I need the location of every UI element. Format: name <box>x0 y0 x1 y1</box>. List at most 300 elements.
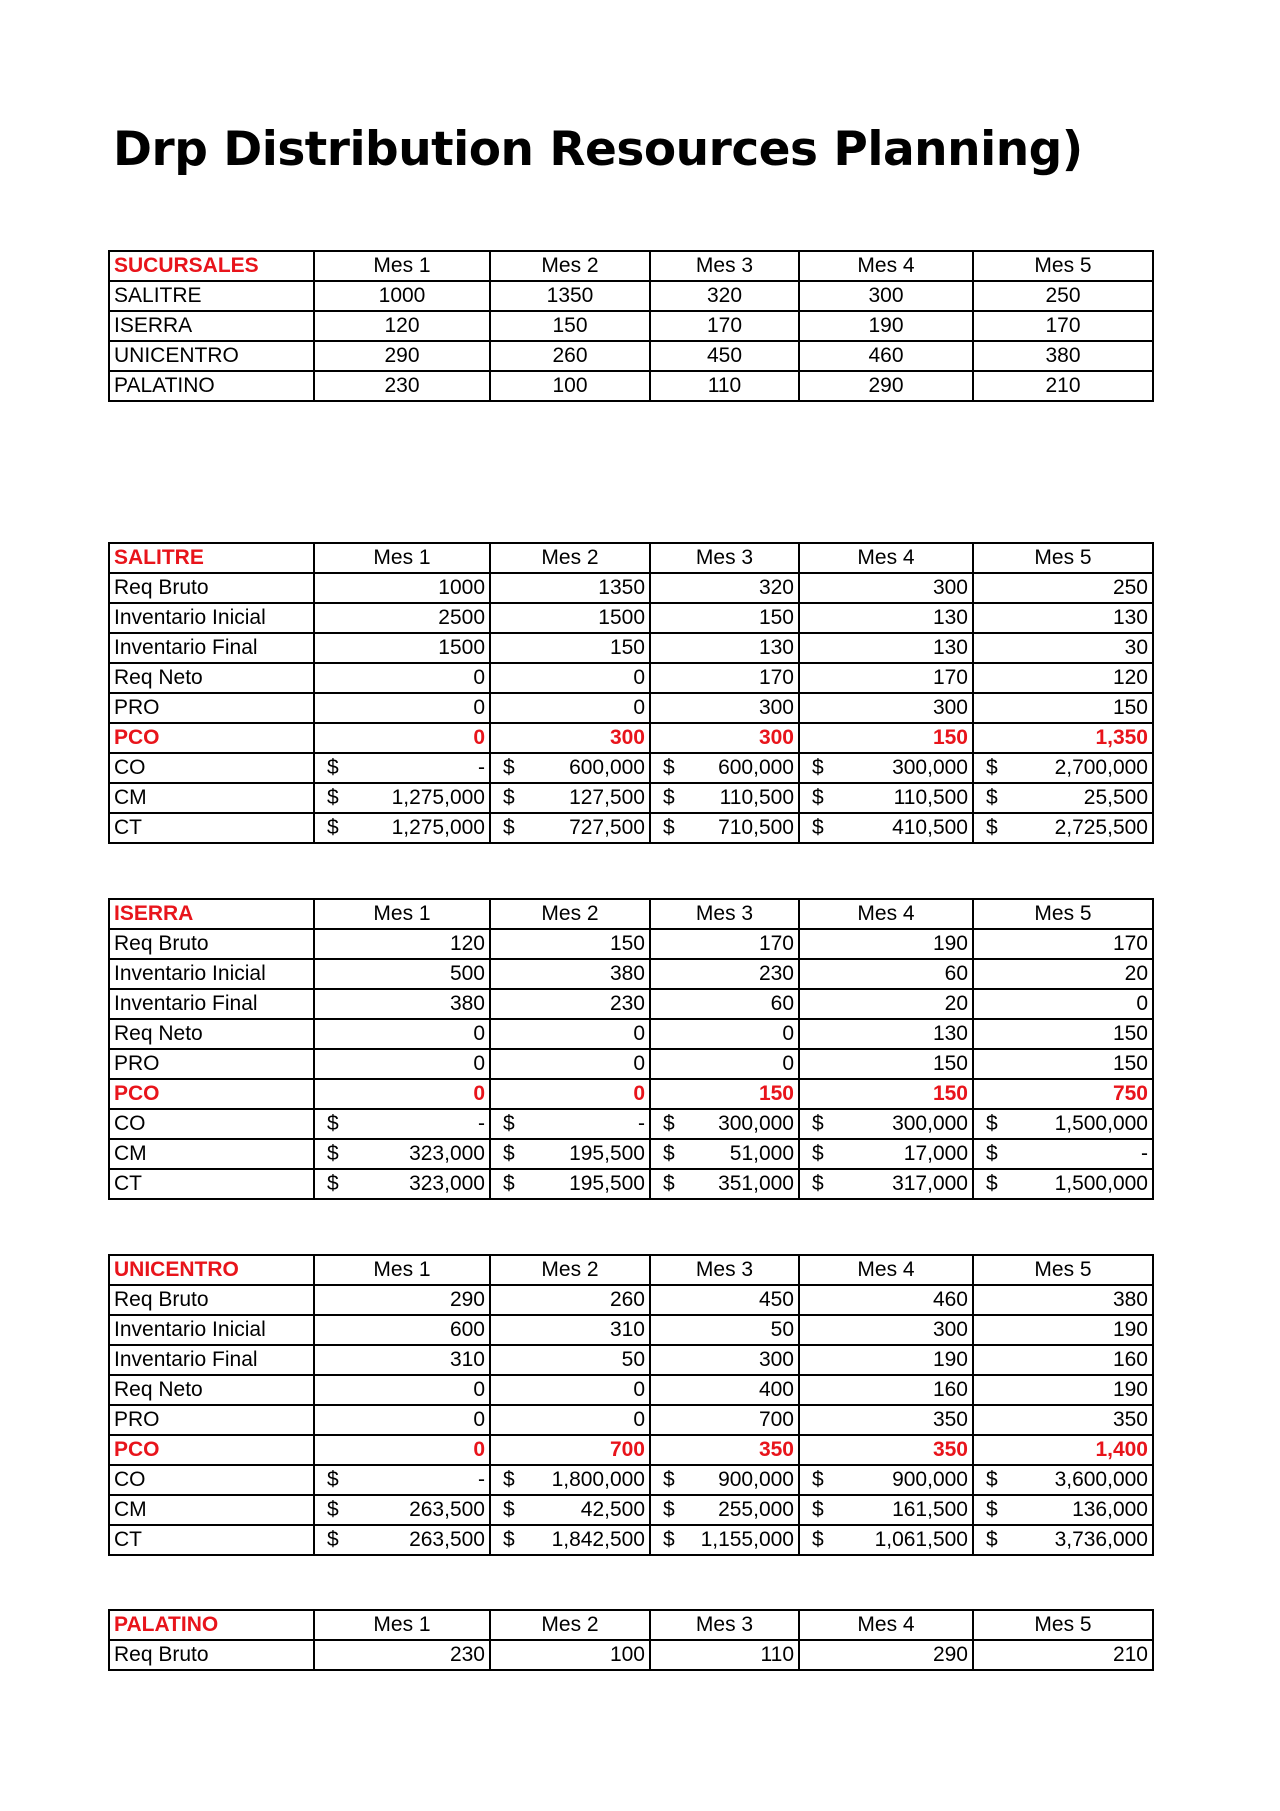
cell[interactable]: 150 <box>650 1079 799 1109</box>
cell[interactable]: 120 <box>314 311 490 341</box>
currency-symbol: $ <box>327 756 339 779</box>
currency-symbol: $ <box>503 1468 515 1491</box>
row-label[interactable]: PRO <box>109 693 314 723</box>
cell-value: 195,500 <box>569 1172 645 1195</box>
cell[interactable]: 150 <box>799 1079 973 1109</box>
cell[interactable]: 290 <box>799 1640 973 1670</box>
row-label[interactable]: PCO <box>109 723 314 753</box>
table-row <box>109 1049 1153 1079</box>
currency-symbol: $ <box>663 1172 675 1195</box>
money-cell[interactable] <box>799 1109 973 1139</box>
row-label[interactable]: SALITRE <box>109 281 314 311</box>
cell[interactable]: 150 <box>490 929 650 959</box>
cell[interactable]: 150 <box>799 1049 973 1079</box>
cell[interactable]: 0 <box>314 693 490 723</box>
cell[interactable]: 380 <box>973 341 1153 371</box>
cell-value: 300,000 <box>892 1112 968 1135</box>
cell[interactable]: 1500 <box>314 633 490 663</box>
month-header[interactable]: Mes 4 <box>799 251 973 281</box>
cell-value: 263,500 <box>409 1528 485 1551</box>
money-cell[interactable] <box>799 1465 973 1495</box>
currency-symbol: $ <box>986 1142 998 1165</box>
cell[interactable]: 190 <box>799 311 973 341</box>
row-label[interactable]: Inventario Final <box>109 989 314 1019</box>
cell[interactable]: 0 <box>490 1019 650 1049</box>
row-label[interactable]: PCO <box>109 1079 314 1109</box>
month-header[interactable]: Mes 5 <box>973 251 1153 281</box>
cell[interactable]: 50 <box>650 1315 799 1345</box>
cell[interactable]: 130 <box>799 603 973 633</box>
cell-value: 323,000 <box>409 1172 485 1195</box>
table-row <box>109 1169 1153 1199</box>
cell[interactable]: 700 <box>490 1435 650 1465</box>
currency-symbol: $ <box>503 816 515 839</box>
cell[interactable]: 290 <box>314 1285 490 1315</box>
table-row <box>109 633 1153 663</box>
currency-symbol: $ <box>986 786 998 809</box>
table-row <box>109 1405 1153 1435</box>
row-label[interactable]: CM <box>109 1139 314 1169</box>
table-row <box>109 1495 1153 1525</box>
row-label[interactable]: Inventario Final <box>109 633 314 663</box>
table-row <box>109 813 1153 843</box>
cell[interactable]: 350 <box>973 1405 1153 1435</box>
currency-symbol: $ <box>812 816 824 839</box>
currency-symbol: $ <box>986 1112 998 1135</box>
money-cell[interactable] <box>650 753 799 783</box>
cell[interactable]: 700 <box>650 1405 799 1435</box>
row-label[interactable]: Req Bruto <box>109 1285 314 1315</box>
row-label[interactable]: PRO <box>109 1405 314 1435</box>
money-cell[interactable] <box>314 753 490 783</box>
cell[interactable]: 350 <box>799 1435 973 1465</box>
month-header[interactable]: Mes 5 <box>973 543 1153 573</box>
cell-value: 351,000 <box>718 1172 794 1195</box>
money-cell[interactable] <box>799 753 973 783</box>
cell[interactable]: 290 <box>799 371 973 401</box>
cell-value: 1,842,500 <box>551 1528 645 1551</box>
cell[interactable]: 260 <box>490 341 650 371</box>
row-label[interactable]: CO <box>109 753 314 783</box>
month-header[interactable]: Mes 1 <box>314 1610 490 1640</box>
row-label[interactable]: Req Bruto <box>109 929 314 959</box>
cell[interactable]: 20 <box>799 989 973 1019</box>
cell[interactable]: 130 <box>650 633 799 663</box>
branch-name[interactable]: ISERRA <box>109 899 314 929</box>
row-label[interactable]: Inventario Inicial <box>109 959 314 989</box>
cell[interactable]: 150 <box>973 1049 1153 1079</box>
cell[interactable]: 0 <box>314 1079 490 1109</box>
month-header[interactable]: Mes 5 <box>973 1610 1153 1640</box>
money-cell[interactable] <box>490 1169 650 1199</box>
table-row <box>109 1345 1153 1375</box>
month-header[interactable]: Mes 3 <box>650 1255 799 1285</box>
money-cell[interactable] <box>490 783 650 813</box>
money-cell[interactable] <box>490 1139 650 1169</box>
table-row <box>109 1525 1153 1555</box>
row-label[interactable]: CM <box>109 1495 314 1525</box>
cell[interactable]: 0 <box>314 1049 490 1079</box>
cell[interactable]: 460 <box>799 341 973 371</box>
currency-symbol: $ <box>663 756 675 779</box>
month-header[interactable]: Mes 4 <box>799 543 973 573</box>
cell[interactable]: 0 <box>490 1375 650 1405</box>
cell-value: 1,275,000 <box>391 816 485 839</box>
money-cell[interactable] <box>650 1169 799 1199</box>
row-label[interactable]: Inventario Final <box>109 1345 314 1375</box>
cell[interactable]: 460 <box>799 1285 973 1315</box>
month-header[interactable]: Mes 1 <box>314 899 490 929</box>
cell[interactable]: 20 <box>973 959 1153 989</box>
header-row <box>109 251 1153 281</box>
row-label[interactable]: Req Neto <box>109 1375 314 1405</box>
month-header[interactable]: Mes 1 <box>314 543 490 573</box>
cell-value: 300,000 <box>892 756 968 779</box>
page-title: Drp Distribution Resources Planning) <box>113 122 1083 177</box>
table-row <box>109 1435 1153 1465</box>
cell[interactable]: 320 <box>650 573 799 603</box>
header-row <box>109 899 1153 929</box>
cell[interactable]: 380 <box>314 989 490 1019</box>
money-cell[interactable] <box>314 813 490 843</box>
cell-value: 25,500 <box>1083 786 1148 809</box>
money-cell[interactable] <box>650 1525 799 1555</box>
row-label[interactable]: Req Neto <box>109 663 314 693</box>
cell[interactable]: 300 <box>650 723 799 753</box>
cell[interactable]: 300 <box>799 573 973 603</box>
table-row <box>109 753 1153 783</box>
cell-value: 2,700,000 <box>1054 756 1148 779</box>
money-cell[interactable] <box>799 1169 973 1199</box>
money-cell[interactable] <box>799 813 973 843</box>
cell-value: 136,000 <box>1072 1498 1148 1521</box>
cell[interactable]: 230 <box>314 1640 490 1670</box>
cell[interactable]: 150 <box>799 723 973 753</box>
cell[interactable]: 1000 <box>314 573 490 603</box>
money-cell[interactable] <box>799 1525 973 1555</box>
cell[interactable]: 300 <box>650 1345 799 1375</box>
currency-symbol: $ <box>503 1112 515 1135</box>
cell-value: 42,500 <box>580 1498 645 1521</box>
cell[interactable]: 0 <box>490 1405 650 1435</box>
month-header[interactable]: Mes 3 <box>650 1610 799 1640</box>
cell[interactable]: 230 <box>490 989 650 1019</box>
currency-symbol: $ <box>812 1172 824 1195</box>
cell-value: 600,000 <box>569 756 645 779</box>
cell[interactable]: 210 <box>973 1640 1153 1670</box>
month-header[interactable]: Mes 2 <box>490 251 650 281</box>
branch-name[interactable]: UNICENTRO <box>109 1255 314 1285</box>
money-cell[interactable] <box>973 1495 1153 1525</box>
row-label[interactable]: Inventario Inicial <box>109 1315 314 1345</box>
sucursales-table <box>108 250 1154 402</box>
cell[interactable]: 170 <box>799 663 973 693</box>
cell[interactable]: 1500 <box>490 603 650 633</box>
money-cell[interactable] <box>799 1495 973 1525</box>
cell[interactable]: 1350 <box>490 573 650 603</box>
money-cell[interactable] <box>973 813 1153 843</box>
table-row <box>109 1640 1153 1670</box>
cell[interactable]: 150 <box>973 693 1153 723</box>
money-cell[interactable] <box>973 753 1153 783</box>
cell-value: 255,000 <box>718 1498 794 1521</box>
money-cell[interactable] <box>490 1465 650 1495</box>
money-cell[interactable] <box>490 1495 650 1525</box>
month-header[interactable]: Mes 2 <box>490 1610 650 1640</box>
cell[interactable]: 2500 <box>314 603 490 633</box>
cell[interactable]: 0 <box>314 1405 490 1435</box>
currency-symbol: $ <box>812 1498 824 1521</box>
cell[interactable]: 150 <box>650 603 799 633</box>
month-header[interactable]: Mes 1 <box>314 251 490 281</box>
cell[interactable]: 260 <box>490 1285 650 1315</box>
cell[interactable]: 0 <box>314 663 490 693</box>
money-cell[interactable] <box>650 783 799 813</box>
money-cell[interactable] <box>490 1109 650 1139</box>
row-label[interactable]: Inventario Inicial <box>109 603 314 633</box>
money-cell[interactable] <box>314 1525 490 1555</box>
cell[interactable]: 60 <box>650 989 799 1019</box>
month-header[interactable]: Mes 4 <box>799 1255 973 1285</box>
cell-value: 1,800,000 <box>551 1468 645 1491</box>
cell-value: 161,500 <box>892 1498 968 1521</box>
row-label[interactable]: ISERRA <box>109 311 314 341</box>
cell-value: 600,000 <box>718 756 794 779</box>
money-cell[interactable] <box>650 1465 799 1495</box>
table-row <box>109 1109 1153 1139</box>
money-cell[interactable] <box>490 1525 650 1555</box>
cell[interactable]: 170 <box>650 663 799 693</box>
cell[interactable]: 500 <box>314 959 490 989</box>
cell[interactable]: 130 <box>799 1019 973 1049</box>
money-cell[interactable] <box>314 1109 490 1139</box>
cell[interactable]: 190 <box>973 1375 1153 1405</box>
cell[interactable]: 300 <box>650 693 799 723</box>
currency-symbol: $ <box>812 1112 824 1135</box>
cell-value: 17,000 <box>903 1142 968 1165</box>
currency-symbol: $ <box>327 1112 339 1135</box>
money-cell[interactable] <box>799 1139 973 1169</box>
money-cell[interactable] <box>314 1169 490 1199</box>
cell[interactable]: 450 <box>650 341 799 371</box>
cell[interactable]: 0 <box>314 723 490 753</box>
month-header[interactable]: Mes 2 <box>490 899 650 929</box>
cell[interactable]: 230 <box>650 959 799 989</box>
cell[interactable]: 1,400 <box>973 1435 1153 1465</box>
cell[interactable]: 0 <box>490 663 650 693</box>
month-header[interactable]: Mes 4 <box>799 899 973 929</box>
currency-symbol: $ <box>327 1498 339 1521</box>
money-cell[interactable] <box>314 1139 490 1169</box>
cell[interactable]: 0 <box>490 1049 650 1079</box>
cell[interactable]: 110 <box>650 371 799 401</box>
currency-symbol: $ <box>327 1528 339 1551</box>
cell[interactable]: 190 <box>973 1315 1153 1345</box>
cell[interactable]: 0 <box>490 693 650 723</box>
cell[interactable]: 250 <box>973 573 1153 603</box>
cell[interactable]: 190 <box>799 1345 973 1375</box>
money-cell[interactable] <box>314 1495 490 1525</box>
money-cell[interactable] <box>650 1495 799 1525</box>
money-cell[interactable] <box>490 813 650 843</box>
cell-value: - <box>478 1112 485 1135</box>
row-label[interactable]: PCO <box>109 1435 314 1465</box>
cell[interactable]: 0 <box>314 1435 490 1465</box>
month-header[interactable]: Mes 2 <box>490 543 650 573</box>
money-cell[interactable] <box>973 1465 1153 1495</box>
cell-value: 710,500 <box>718 816 794 839</box>
money-cell[interactable] <box>973 1169 1153 1199</box>
row-label[interactable]: Req Bruto <box>109 1640 314 1670</box>
cell[interactable]: 0 <box>314 1375 490 1405</box>
table-row <box>109 1315 1153 1345</box>
table-row <box>109 723 1153 753</box>
branch-name[interactable]: SALITRE <box>109 543 314 573</box>
salitre-table <box>108 542 1154 844</box>
cell[interactable]: 0 <box>650 1049 799 1079</box>
cell[interactable]: 0 <box>490 1079 650 1109</box>
money-cell[interactable] <box>799 783 973 813</box>
currency-symbol: $ <box>503 756 515 779</box>
cell[interactable]: 0 <box>314 1019 490 1049</box>
cell[interactable]: 1350 <box>490 281 650 311</box>
month-header[interactable]: Mes 5 <box>973 899 1153 929</box>
table-row <box>109 1375 1153 1405</box>
cell-value: 727,500 <box>569 816 645 839</box>
table-row <box>109 311 1153 341</box>
table-row <box>109 929 1153 959</box>
row-label[interactable]: CT <box>109 1525 314 1555</box>
money-cell[interactable] <box>650 813 799 843</box>
cell[interactable]: 350 <box>650 1435 799 1465</box>
month-header[interactable]: Mes 5 <box>973 1255 1153 1285</box>
cell[interactable]: 230 <box>314 371 490 401</box>
money-cell[interactable] <box>650 1109 799 1139</box>
month-header[interactable]: Mes 4 <box>799 1610 973 1640</box>
money-cell[interactable] <box>490 753 650 783</box>
money-cell[interactable] <box>973 1525 1153 1555</box>
row-label[interactable]: Req Bruto <box>109 573 314 603</box>
cell[interactable]: 100 <box>490 371 650 401</box>
currency-symbol: $ <box>986 816 998 839</box>
currency-symbol: $ <box>503 1172 515 1195</box>
cell[interactable]: 170 <box>650 929 799 959</box>
table-label[interactable]: SUCURSALES <box>109 251 314 281</box>
row-label[interactable]: CM <box>109 783 314 813</box>
money-cell[interactable] <box>973 1109 1153 1139</box>
cell[interactable]: 310 <box>314 1345 490 1375</box>
cell[interactable]: 300 <box>490 723 650 753</box>
currency-symbol: $ <box>503 786 515 809</box>
currency-symbol: $ <box>663 1112 675 1135</box>
money-cell[interactable] <box>314 1465 490 1495</box>
palatino-table <box>108 1609 1154 1671</box>
cell-value: - <box>478 756 485 779</box>
cell[interactable]: 120 <box>314 929 490 959</box>
money-cell[interactable] <box>973 1139 1153 1169</box>
cell[interactable]: 160 <box>799 1375 973 1405</box>
cell[interactable]: 1,350 <box>973 723 1153 753</box>
cell[interactable]: 50 <box>490 1345 650 1375</box>
currency-symbol: $ <box>812 1142 824 1165</box>
cell[interactable]: 290 <box>314 341 490 371</box>
cell[interactable]: 600 <box>314 1315 490 1345</box>
cell[interactable]: 300 <box>799 281 973 311</box>
cell[interactable]: 150 <box>490 633 650 663</box>
month-header[interactable]: Mes 3 <box>650 899 799 929</box>
cell[interactable]: 210 <box>973 371 1153 401</box>
cell[interactable]: 320 <box>650 281 799 311</box>
row-label[interactable]: Req Neto <box>109 1019 314 1049</box>
row-label[interactable]: CO <box>109 1465 314 1495</box>
cell[interactable]: 0 <box>973 989 1153 1019</box>
currency-symbol: $ <box>812 1468 824 1491</box>
cell[interactable]: 60 <box>799 959 973 989</box>
row-label[interactable]: CT <box>109 813 314 843</box>
month-header[interactable]: Mes 3 <box>650 543 799 573</box>
cell[interactable]: 750 <box>973 1079 1153 1109</box>
row-label[interactable]: CT <box>109 1169 314 1199</box>
cell[interactable]: 190 <box>799 929 973 959</box>
month-header[interactable]: Mes 3 <box>650 251 799 281</box>
cell[interactable]: 130 <box>973 603 1153 633</box>
currency-symbol: $ <box>663 1468 675 1491</box>
cell[interactable]: 130 <box>799 633 973 663</box>
month-header[interactable]: Mes 1 <box>314 1255 490 1285</box>
cell[interactable]: 450 <box>650 1285 799 1315</box>
money-cell[interactable] <box>314 783 490 813</box>
cell[interactable]: 170 <box>650 311 799 341</box>
cell[interactable]: 170 <box>973 929 1153 959</box>
cell[interactable]: 120 <box>973 663 1153 693</box>
cell[interactable]: 300 <box>799 1315 973 1345</box>
cell[interactable]: 30 <box>973 633 1153 663</box>
row-label[interactable]: PRO <box>109 1049 314 1079</box>
cell[interactable]: 160 <box>973 1345 1153 1375</box>
cell[interactable]: 350 <box>799 1405 973 1435</box>
row-label[interactable]: CO <box>109 1109 314 1139</box>
cell[interactable]: 110 <box>650 1640 799 1670</box>
table-row <box>109 693 1153 723</box>
cell[interactable]: 0 <box>650 1019 799 1049</box>
cell[interactable]: 300 <box>799 693 973 723</box>
cell-value: 323,000 <box>409 1142 485 1165</box>
cell[interactable]: 1000 <box>314 281 490 311</box>
branch-name[interactable]: PALATINO <box>109 1610 314 1640</box>
cell[interactable]: 380 <box>490 959 650 989</box>
currency-symbol: $ <box>812 756 824 779</box>
cell[interactable]: 310 <box>490 1315 650 1345</box>
row-label[interactable]: UNICENTRO <box>109 341 314 371</box>
table-row <box>109 603 1153 633</box>
table-row <box>109 371 1153 401</box>
money-cell[interactable] <box>650 1139 799 1169</box>
cell[interactable]: 150 <box>490 311 650 341</box>
cell[interactable]: 250 <box>973 281 1153 311</box>
table-row <box>109 573 1153 603</box>
cell[interactable]: 150 <box>973 1019 1153 1049</box>
table-row <box>109 989 1153 1019</box>
cell[interactable]: 170 <box>973 311 1153 341</box>
cell[interactable]: 100 <box>490 1640 650 1670</box>
cell[interactable]: 400 <box>650 1375 799 1405</box>
row-label[interactable]: PALATINO <box>109 371 314 401</box>
currency-symbol: $ <box>986 1468 998 1491</box>
month-header[interactable]: Mes 2 <box>490 1255 650 1285</box>
table-row <box>109 959 1153 989</box>
money-cell[interactable] <box>973 783 1153 813</box>
cell[interactable]: 380 <box>973 1285 1153 1315</box>
